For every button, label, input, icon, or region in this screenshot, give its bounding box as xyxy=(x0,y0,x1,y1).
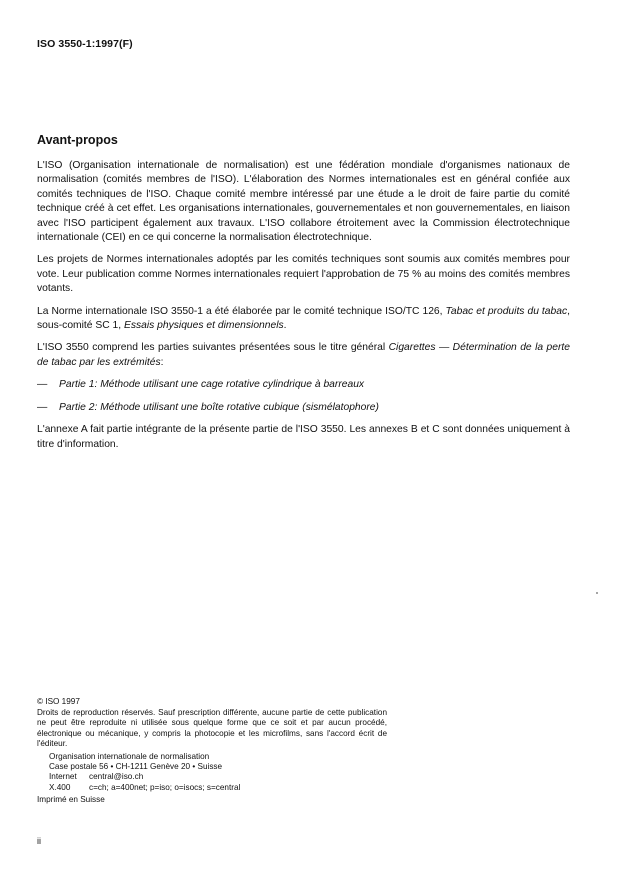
foreword-paragraph-3 xyxy=(37,305,570,334)
internet-address: central@iso.ch xyxy=(89,772,144,782)
foreword-body xyxy=(37,159,570,460)
copyright-notice xyxy=(37,697,387,805)
foreword-paragraph-1: L'ISO (Organisation internationale de normalisation) est une fédération mondiale d'organismes nationaux de normalisation (comités membres de l'ISO). L'élaboration des Normes internationales est en général confiée aux comités techniques de l'ISO. Chaque comité membre intéressé par une étude a le droit de faire partie du comité technique créé à cet effet. Les organisations internationales, gouvernementales et non gouvernementales, en liaison avec l'ISO participent également aux travaux. L'ISO collabore étroitement avec la Commission électrotechnique internationale (CEI) en ce qui concerne la normalisation électrotechnique. xyxy=(37,160,570,244)
printed-in: Imprimé en Suisse xyxy=(37,794,105,804)
internet-row xyxy=(49,772,387,782)
part-list-item xyxy=(37,378,570,392)
foreword-paragraph-4 xyxy=(37,341,570,370)
para4-prefix: L'ISO 3550 comprend les parties suivantes présentées sous le titre général xyxy=(37,342,389,354)
list-dash: — xyxy=(37,401,48,413)
postal-address: Case postale 56 • CH-1211 Genève 20 • Suisse xyxy=(49,762,223,772)
internet-label: Internet xyxy=(49,772,77,782)
foreword-paragraph-5: L'annexe A fait partie intégrante de la présente partie de l'ISO 3550. Les annexes B et C sont données uniquement à titre d'information. xyxy=(37,424,570,450)
part-2-title: Partie 2: Méthode utilisant une boîte rotative cubique (sismélatophore) xyxy=(59,401,379,413)
para3-middle: , sous-comité SC 1, xyxy=(37,305,570,332)
general-title: Cigarettes — Détermination de la perte de tabac par les extrémités xyxy=(37,342,570,368)
part-list-item xyxy=(37,401,570,415)
standard-identifier: ISO 3550-1:1997(F) xyxy=(37,38,133,50)
page-number: ii xyxy=(37,836,41,846)
para3-suffix: . xyxy=(283,320,287,332)
para4-suffix: : xyxy=(160,356,164,368)
committee-title: Tabac et produits du tabac xyxy=(445,305,568,317)
foreword-title: Avant-propos xyxy=(37,133,118,147)
reproduction-rights: Droits de reproduction réservés. Sauf prescription différente, aucune partie de cette publication ne peut être reproduite ni utilisée sous quelque forme que ce soit et par aucun procédé, électronique ou mécanique, y compris la photocopie et les microfilms, sans l'accord écrit de l'éditeur. xyxy=(37,708,387,748)
list-dash: — xyxy=(37,379,48,391)
foreword-paragraph-2: Les projets de Normes internationales adoptés par les comités techniques sont soumis aux comités membres pour vote. Leur publication comme Normes internationales requiert l'approbation de 75 % au moins des comités membres votants. xyxy=(37,254,570,295)
part-1-title: Partie 1: Méthode utilisant une cage rotative cylindrique à barreaux xyxy=(59,379,365,391)
x400-label: X.400 xyxy=(49,782,71,792)
organisation-name: Organisation internationale de normalisation xyxy=(49,752,210,762)
para3-prefix: La Norme internationale ISO 3550-1 a été élaborée par le comité technique ISO/TC 126, xyxy=(37,305,446,317)
subcommittee-title: Essais physiques et dimensionnels xyxy=(123,320,284,332)
x400-row xyxy=(49,783,387,793)
publisher-address xyxy=(37,752,387,793)
x400-address: c=ch; a=400net; p=iso; o=isocs; s=central xyxy=(89,782,241,792)
copyright-line: © ISO 1997 xyxy=(37,697,80,706)
scan-speck xyxy=(596,592,598,594)
